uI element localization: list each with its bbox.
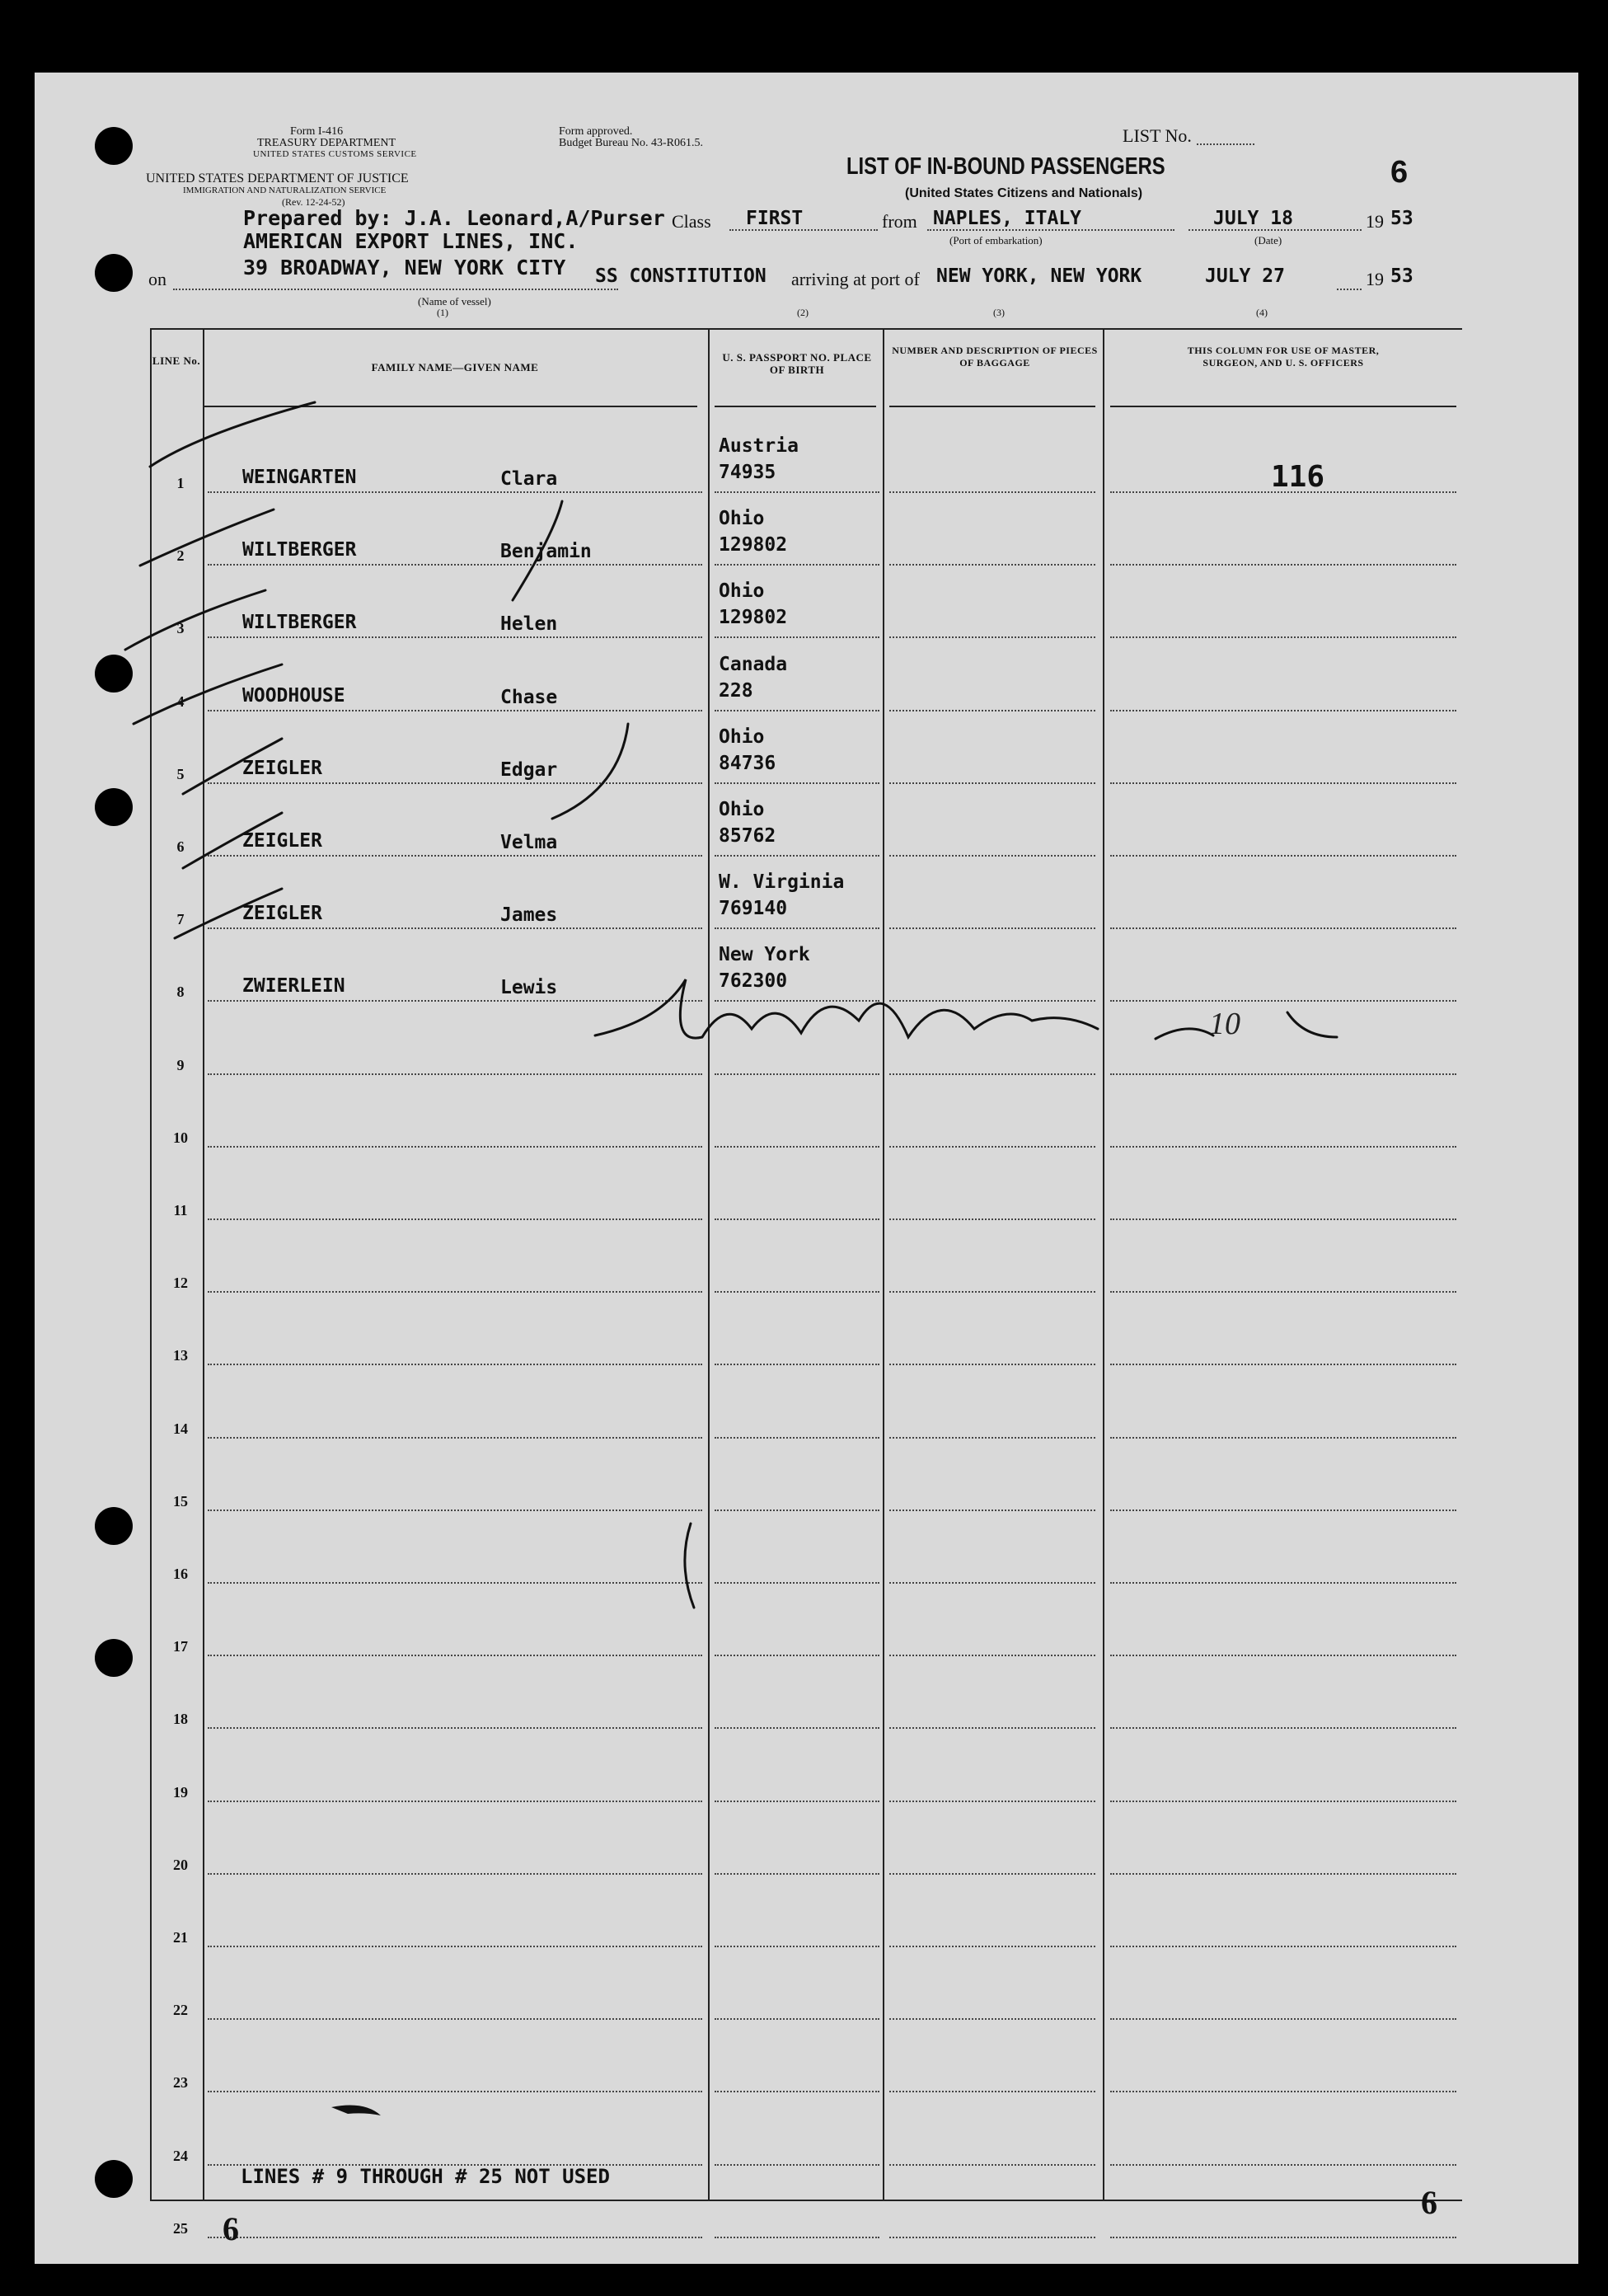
manifest-sheet xyxy=(35,73,1578,2264)
given-name: Edgar xyxy=(500,758,558,781)
place-of-birth: Ohio xyxy=(719,580,765,603)
handwritten-marks xyxy=(35,73,1578,2264)
arriving-label: arriving at port of xyxy=(791,269,920,289)
company-address: 39 BROADWAY, NEW YORK CITY xyxy=(243,256,566,279)
passport-number: 85762 xyxy=(719,825,776,847)
check-mark-1 xyxy=(150,402,315,467)
line-number: 9 xyxy=(176,1056,185,1073)
check-mark-2 xyxy=(140,509,274,566)
departure-date: JULY 18 xyxy=(1213,208,1293,229)
line-number: 20 xyxy=(173,1856,188,1873)
customs-service: UNITED STATES CUSTOMS SERVICE xyxy=(253,149,417,159)
year-prefix-2: 19 xyxy=(1366,269,1384,289)
pen-mark xyxy=(685,1524,694,1608)
form-approved: Form approved. xyxy=(559,125,633,138)
place-of-birth: Ohio xyxy=(719,799,765,820)
line-number: 3 xyxy=(176,620,185,637)
place-of-birth: Ohio xyxy=(719,508,765,530)
line-number: 2 xyxy=(176,547,185,565)
caption-4: (4) xyxy=(1256,307,1268,318)
line-number: 15 xyxy=(173,1492,188,1510)
col-header-officers: THIS COLUMN FOR USE OF MASTER, SURGEON, AND U. S. OFFICERS xyxy=(1187,345,1380,369)
prepared-by: Prepared by: J.A. Leonard,A/Purser xyxy=(243,206,665,230)
signature-note-stroke-2 xyxy=(1287,1012,1337,1037)
page-number-right: 6 xyxy=(1421,2184,1437,2221)
caption-1: (1) xyxy=(437,307,448,318)
line-number: 25 xyxy=(173,2219,188,2237)
place-of-birth: Austria xyxy=(719,435,799,457)
line-number: 4 xyxy=(176,693,185,710)
treasury-dept: TREASURY DEPARTMENT xyxy=(257,137,396,149)
line-number: 22 xyxy=(173,2002,188,2019)
line-number: 8 xyxy=(176,984,185,1001)
place-of-birth: New York xyxy=(719,944,810,966)
from-value: NAPLES, ITALY xyxy=(933,208,1082,229)
line-number: 13 xyxy=(173,1347,188,1364)
line-number: 7 xyxy=(176,911,185,928)
place-of-birth: Canada xyxy=(719,653,788,675)
signature-note-stroke xyxy=(1156,1029,1213,1039)
page-number-left: 6 xyxy=(223,2210,239,2247)
place-of-birth: W. Virginia xyxy=(719,871,845,894)
unused-lines-note: LINES # 9 THROUGH # 25 NOT USED xyxy=(241,2165,610,2188)
revision: (Rev. 12-24-52) xyxy=(282,196,345,208)
line-number: 12 xyxy=(173,1275,188,1292)
check-mark-5 xyxy=(183,739,282,794)
line-number: 23 xyxy=(173,2074,188,2092)
passport-number: 762300 xyxy=(719,970,788,993)
given-name: Velma xyxy=(500,832,558,853)
line-number: 6 xyxy=(176,838,185,855)
caption-2: (2) xyxy=(797,307,809,318)
company-name: AMERICAN EXPORT LINES, INC. xyxy=(243,229,579,253)
year-prefix-1: 19 xyxy=(1366,211,1384,232)
line-number: 19 xyxy=(173,1783,188,1801)
form-number: Form I-416 xyxy=(290,125,344,138)
family-name: WILTBERGER xyxy=(242,612,357,634)
check-mark-4 xyxy=(134,664,282,724)
doj-heading: UNITED STATES DEPARTMENT OF JUSTICE xyxy=(146,171,409,185)
line-number: 1 xyxy=(176,475,185,491)
given-name: Clara xyxy=(500,468,558,490)
line-number: 17 xyxy=(173,1638,188,1655)
family-name: ZWIERLEIN xyxy=(242,975,345,998)
tick-helen xyxy=(513,501,562,600)
ins-heading: IMMIGRATION AND NATURALIZATION SERVICE xyxy=(183,185,387,195)
list-number: 6 xyxy=(1390,155,1409,190)
col-header-passport: U. S. PASSPORT NO. PLACE OF BIRTH xyxy=(722,351,872,376)
form-title: LIST OF IN-BOUND PASSENGERS xyxy=(846,153,1165,180)
given-name: Lewis xyxy=(500,977,558,999)
family-name: ZEIGLER xyxy=(242,757,322,779)
passport-number: 129802 xyxy=(719,534,788,556)
given-name: Helen xyxy=(500,613,558,636)
line-number: 24 xyxy=(173,2147,188,2164)
family-name: ZEIGLER xyxy=(242,830,322,852)
passport-number: 74935 xyxy=(719,462,776,483)
col-header-baggage: NUMBER AND DESCRIPTION OF PIECES OF BAGGAGE xyxy=(892,345,1098,369)
arrival-port: NEW YORK, NEW YORK xyxy=(936,265,1142,287)
list-no-label: LIST No. xyxy=(1123,125,1192,146)
caption-vessel: (Name of vessel) xyxy=(418,295,491,308)
line-number: 5 xyxy=(176,765,185,782)
family-name: WILTBERGER xyxy=(242,539,357,561)
line-number: 14 xyxy=(173,1420,188,1437)
line-number: 18 xyxy=(173,1711,188,1728)
officer-note: 116 xyxy=(1271,460,1325,494)
check-mark-3 xyxy=(125,590,265,650)
line-number: 10 xyxy=(173,1129,188,1146)
arrival-date: JULY 27 xyxy=(1205,265,1285,287)
line-number: 11 xyxy=(173,1202,188,1218)
budget-bureau: Budget Bureau No. 43-R061.5. xyxy=(559,137,703,149)
departure-year: 53 xyxy=(1390,208,1413,229)
given-name: Benjamin xyxy=(500,541,592,563)
form-subtitle: (United States Citizens and Nationals) xyxy=(905,186,1143,200)
check-mark-6 xyxy=(183,813,282,868)
family-name: ZEIGLER xyxy=(242,903,322,925)
ink-smudge xyxy=(331,2106,381,2115)
class-value: FIRST xyxy=(746,208,804,229)
arrival-year: 53 xyxy=(1390,265,1413,287)
passport-number: 769140 xyxy=(719,898,788,920)
col-header-name: FAMILY NAME—GIVEN NAME xyxy=(371,361,539,373)
given-name: James xyxy=(500,904,558,927)
tick-velma xyxy=(552,724,628,819)
caption-3: (3) xyxy=(993,307,1005,318)
family-name: WOODHOUSE xyxy=(242,684,345,707)
col-header-line: LINE No. xyxy=(152,354,201,367)
signature xyxy=(595,979,1098,1038)
caption-embarkation: (Port of embarkation) xyxy=(949,234,1043,247)
given-name: Chase xyxy=(500,686,558,708)
signature-note: 10 xyxy=(1209,1007,1240,1041)
place-of-birth: Ohio xyxy=(719,725,765,748)
check-mark-7 xyxy=(175,889,282,938)
vessel-name: SS CONSTITUTION xyxy=(595,265,766,287)
family-name: WEINGARTEN xyxy=(242,467,357,488)
line-number: 21 xyxy=(173,1929,188,1946)
caption-date: (Date) xyxy=(1254,234,1282,247)
from-label: from xyxy=(882,211,917,232)
passport-number: 129802 xyxy=(719,607,788,629)
passport-number: 84736 xyxy=(719,752,776,774)
class-label: Class xyxy=(672,211,711,232)
line-number: 16 xyxy=(173,1566,188,1582)
passport-number: 228 xyxy=(719,679,753,702)
on-label: on xyxy=(148,269,166,289)
